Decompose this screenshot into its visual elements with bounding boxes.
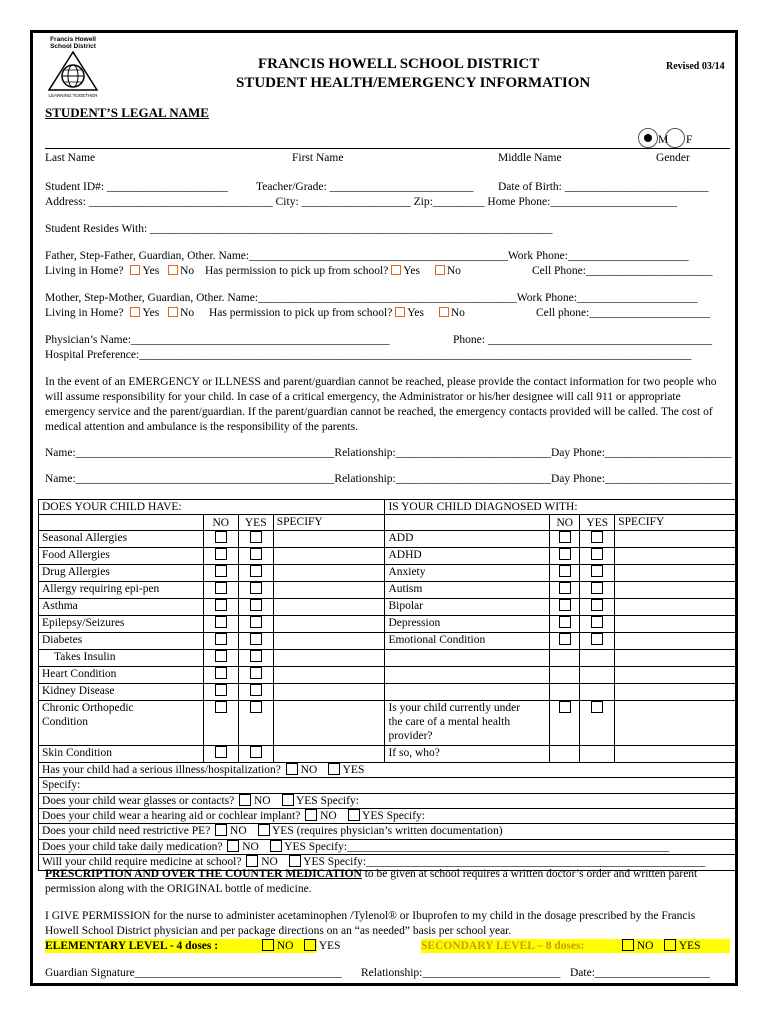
mental-health-cell: Is your child currently under the care of a mental health provider? — [385, 700, 550, 745]
condition-no-checkbox[interactable] — [215, 582, 227, 594]
no-label: No — [180, 307, 195, 319]
elementary-label: ELEMENTARY LEVEL — [45, 940, 167, 952]
question-no-checkbox[interactable] — [227, 840, 239, 852]
diagnosis-label: ADHD — [385, 547, 550, 564]
gender-m-label: M — [658, 134, 669, 146]
resides-with-field[interactable]: Student Resides With: ______________________________________________________________________ — [45, 223, 553, 235]
if-so-who-label: If so, who? — [385, 745, 550, 762]
specify-cell — [273, 615, 385, 632]
permission-paragraph: I GIVE PERMISSION for the nurse to administer acetaminophen /Tylenol® or Ibuprofen to my child in the dosage prescribed by the Francis Howell School District physician and per package directions on an “as needed” basis per school year. — [45, 910, 696, 937]
mother-pickup-no-checkbox[interactable] — [439, 307, 449, 317]
condition-label: Epilepsy/Seizures — [39, 615, 204, 632]
physician-phone-field[interactable]: Phone: _______________________________________ — [453, 334, 713, 346]
question-no-checkbox[interactable] — [286, 763, 298, 775]
skin-no-checkbox[interactable] — [215, 746, 227, 758]
mental-no-checkbox[interactable] — [559, 701, 571, 713]
student-section-title: STUDENT’S LEGAL NAME — [45, 105, 209, 120]
specify-cell — [273, 632, 385, 649]
father-cell-field[interactable]: Cell Phone:______________________ — [532, 265, 713, 277]
col-yes: YES — [238, 515, 273, 530]
elementary-options: NO YES — [262, 939, 341, 953]
living-label: Living in Home? — [45, 265, 124, 277]
condition-label: Drug Allergies — [39, 564, 204, 581]
physician-name-field[interactable]: Physician’s Name:_____________________________________________ — [45, 334, 390, 346]
medication-paragraph — [45, 867, 730, 897]
specify-cell — [615, 615, 738, 632]
revised-date: Revised 03/14 — [666, 61, 725, 72]
emergency-paragraph: In the event of an EMERGENCY or ILLNESS and parent/guardian cannot be reached, please provide the contact information for two people who will assume responsibility for your child. In case of a critical emergency, the Administrator or his/her designee will call 911 or appropriate emergency service and the parent/guardian. If the parent/guardian cannot be reached, the emergency contacts provided will be called. The cost of medical attention and ambulance is the responsibility of the parents. — [45, 376, 717, 433]
question-row: Does your child need restrictive PE? NO YES (requires physician’s written documentation) — [39, 824, 738, 839]
condition-yes-checkbox[interactable] — [250, 633, 262, 645]
diagnosis-label: Autism — [385, 581, 550, 598]
ortho-cell: Chronic Orthopedic Condition — [39, 700, 204, 745]
diagnosis-label: Anxiety — [385, 564, 550, 581]
condition-no-checkbox[interactable] — [215, 684, 227, 696]
ortho-yes-checkbox[interactable] — [250, 701, 262, 713]
condition-label: Takes Insulin — [39, 649, 204, 666]
mother-living-no-checkbox[interactable] — [168, 307, 178, 317]
right-header: IS YOUR CHILD DIAGNOSED WITH: — [385, 500, 738, 515]
health-row — [39, 530, 738, 547]
form-title: STUDENT HEALTH/EMERGENCY INFORMATION — [236, 75, 591, 91]
yes-label: Yes — [403, 265, 420, 277]
question-text: Does your child wear glasses or contacts? — [42, 794, 235, 807]
guardian-signature-field[interactable]: Guardian Signature____________________________________ — [45, 967, 342, 979]
diagnosis-yes-checkbox[interactable] — [591, 582, 603, 594]
secondary-options: NO YES — [622, 939, 701, 953]
mother-name-field[interactable]: Mother, Step-Mother, Guardian, Other. Name:_____________________________________________Work Phone:_____________________ — [45, 292, 698, 304]
specify-cell — [273, 666, 385, 683]
question-yes-checkbox[interactable] — [270, 840, 282, 852]
diagnosis-no-checkbox[interactable] — [559, 548, 571, 560]
diagnosis-no-checkbox[interactable] — [559, 616, 571, 628]
yes-label: Yes — [407, 307, 424, 319]
left-header: DOES YOUR CHILD HAVE: — [39, 500, 385, 515]
diagnosis-no-checkbox[interactable] — [559, 633, 571, 645]
yes-label: Yes — [142, 307, 160, 319]
middle-name-label: Middle Name — [498, 152, 562, 164]
condition-label: Diabetes — [39, 632, 204, 649]
condition-no-checkbox[interactable] — [215, 565, 227, 577]
student-id-field[interactable]: Student ID#: _____________________ — [45, 181, 228, 193]
teacher-grade-field[interactable]: Teacher/Grade: _________________________ — [256, 181, 474, 193]
question-row: Does your child take daily medication? NO YES Specify:________________________________________________________ — [39, 839, 738, 854]
question-text: Does your child wear a hearing aid or cochlear implant? — [42, 809, 301, 822]
condition-yes-checkbox[interactable] — [250, 599, 262, 611]
diagnosis-label: Depression — [385, 615, 550, 632]
diagnosis-label: ADD — [385, 530, 550, 547]
specify-cell — [273, 649, 385, 666]
district-title: FRANCIS HOWELL SCHOOL DISTRICT — [258, 56, 540, 72]
skin-yes-checkbox[interactable] — [250, 746, 262, 758]
specify-cell — [615, 598, 738, 615]
diagnosis-label — [385, 666, 550, 683]
question-text: Does your child take daily medication? — [42, 840, 223, 853]
col-specify: SPECIFY — [273, 515, 385, 530]
condition-label: Food Allergies — [39, 547, 204, 564]
health-row — [39, 581, 738, 598]
condition-yes-checkbox[interactable] — [250, 548, 262, 560]
question-row: Will your child require medicine at school? NO YES Specify:___________________________________________________________ — [39, 855, 738, 870]
father-pickup-no-checkbox[interactable] — [435, 265, 445, 275]
question-yes-checkbox[interactable] — [282, 794, 294, 806]
no-label: No — [180, 265, 195, 277]
secondary-no-checkbox[interactable] — [622, 939, 634, 951]
condition-no-checkbox[interactable] — [215, 548, 227, 560]
diagnosis-label — [385, 649, 550, 666]
specify-cell — [615, 683, 738, 700]
father-living-yes-checkbox[interactable] — [130, 265, 140, 275]
condition-yes-checkbox[interactable] — [250, 531, 262, 543]
specify-cell — [273, 530, 385, 547]
diagnosis-yes-checkbox[interactable] — [591, 616, 603, 628]
first-name-label: First Name — [292, 152, 344, 164]
condition-label: Allergy requiring epi-pen — [39, 581, 204, 598]
skin-condition-label: Skin Condition — [39, 745, 204, 762]
globe-triangle-icon — [47, 50, 99, 94]
mother-living-row — [45, 306, 465, 320]
logo-text: Francis Howell School District — [50, 36, 96, 50]
condition-no-checkbox[interactable] — [215, 667, 227, 679]
mother-pickup-yes-checkbox[interactable] — [395, 307, 405, 317]
condition-label: Kidney Disease — [39, 683, 204, 700]
health-row — [39, 615, 738, 632]
mother-cell-field[interactable]: Cell phone:_____________________ — [536, 307, 711, 319]
condition-label: Heart Condition — [39, 666, 204, 683]
district-logo — [47, 36, 99, 100]
condition-no-checkbox[interactable] — [215, 531, 227, 543]
address-field[interactable]: Address: ________________________________ City: ___________________ Zip:_________ Home Phone:______________________ — [45, 196, 677, 208]
specify-cell — [273, 547, 385, 564]
question-yes-checkbox[interactable] — [289, 855, 301, 867]
no-label: No — [450, 307, 465, 319]
elementary-doses: - 4 doses : — [166, 940, 219, 952]
elementary-no-checkbox[interactable] — [262, 939, 274, 951]
diagnosis-yes-checkbox[interactable] — [591, 599, 603, 611]
father-living-row — [45, 264, 461, 278]
diagnosis-yes-checkbox[interactable] — [591, 633, 603, 645]
ortho-no-checkbox[interactable] — [215, 701, 227, 713]
specify-cell — [615, 564, 738, 581]
specify-cell — [615, 530, 738, 547]
question-no-checkbox[interactable] — [305, 809, 317, 821]
date-field[interactable]: Date:____________________ — [570, 967, 710, 979]
permission-label: Has permission to pick up from school? — [209, 307, 393, 319]
dob-field[interactable]: Date of Birth: _________________________ — [498, 181, 709, 193]
living-label: Living in Home? — [45, 307, 124, 319]
diagnosis-no-checkbox[interactable] — [559, 582, 571, 594]
specify-cell — [273, 581, 385, 598]
col-no: NO — [550, 515, 580, 530]
father-name-field[interactable]: Father, Step-Father, Guardian, Other. Name:_____________________________________________Work Phone:_____________________ — [45, 250, 689, 262]
last-name-label: Last Name — [45, 152, 96, 164]
condition-yes-checkbox[interactable] — [250, 565, 262, 577]
condition-yes-checkbox[interactable] — [250, 667, 262, 679]
question-row: Has your child had a serious illness/hospitalization? NO YES — [39, 762, 738, 777]
secondary-label: SECONDARY LEVEL — [421, 940, 535, 952]
condition-yes-checkbox[interactable] — [250, 616, 262, 628]
health-row — [39, 564, 738, 581]
question-yes-checkbox[interactable] — [258, 824, 270, 836]
condition-no-checkbox[interactable] — [215, 599, 227, 611]
diagnosis-label: Emotional Condition — [385, 632, 550, 649]
mother-living-yes-checkbox[interactable] — [130, 307, 140, 317]
question-yes-checkbox[interactable] — [348, 809, 360, 821]
question-row — [39, 778, 738, 793]
specify-cell — [615, 666, 738, 683]
name-line — [45, 148, 730, 149]
specify-cell — [615, 632, 738, 649]
elementary-yes-checkbox[interactable] — [304, 939, 316, 951]
health-row — [39, 666, 738, 683]
diagnosis-label: Bipolar — [385, 598, 550, 615]
col-no: NO — [203, 515, 238, 530]
health-row — [39, 632, 738, 649]
diagnosis-no-checkbox[interactable] — [559, 599, 571, 611]
condition-label: Seasonal Allergies — [39, 530, 204, 547]
gender-label: Gender — [656, 152, 690, 164]
question-row: Does your child wear glasses or contacts? NO YES Specify: — [39, 793, 738, 808]
condition-no-checkbox[interactable] — [215, 650, 227, 662]
condition-yes-checkbox[interactable] — [250, 650, 262, 662]
specify-cell — [615, 649, 738, 666]
diagnosis-yes-checkbox[interactable] — [591, 531, 603, 543]
question-text: Will your child require medicine at school? — [42, 856, 242, 869]
question-yes-checkbox[interactable] — [328, 763, 340, 775]
mental-yes-checkbox[interactable] — [591, 701, 603, 713]
secondary-doses: – 8 doses: — [534, 940, 585, 952]
no-label: No — [446, 265, 461, 277]
gender-m-radio[interactable] — [638, 128, 658, 148]
question-text: Does your child need restrictive PE? — [42, 825, 211, 838]
medication-heading: PRESCRIPTION AND OVER THE COUNTER MEDICATION — [45, 868, 362, 880]
medication-text: to be given at school requires a written doctor’s order and written parent permission along with the ORIGINAL bottle of medicine. — [45, 868, 698, 895]
question-no-checkbox[interactable] — [239, 794, 251, 806]
permission-label: Has permission to pick up from school? — [205, 265, 389, 277]
diagnosis-yes-checkbox[interactable] — [591, 565, 603, 577]
yes-label: Yes — [142, 265, 160, 277]
health-row — [39, 598, 738, 615]
health-row — [39, 649, 738, 666]
question-no-checkbox[interactable] — [246, 855, 258, 867]
secondary-yes-checkbox[interactable] — [664, 939, 676, 951]
condition-no-checkbox[interactable] — [215, 616, 227, 628]
father-living-no-checkbox[interactable] — [168, 265, 178, 275]
health-row — [39, 547, 738, 564]
diagnosis-no-checkbox[interactable] — [559, 531, 571, 543]
specify-cell — [273, 598, 385, 615]
col-yes: YES — [580, 515, 615, 530]
gender-f-label: F — [686, 134, 693, 146]
specify-cell — [615, 581, 738, 598]
health-table — [38, 499, 738, 871]
hospital-field[interactable]: Hospital Preference:________________________________________________________________________________________________ — [45, 349, 692, 361]
question-text: Has your child had a serious illness/hospitalization? — [42, 763, 281, 776]
specify-cell — [273, 683, 385, 700]
logo-motto: LEARNING TOGETHER — [48, 93, 98, 98]
question-text: Specify: — [42, 779, 81, 792]
condition-no-checkbox[interactable] — [215, 633, 227, 645]
diagnosis-no-checkbox[interactable] — [559, 565, 571, 577]
health-row — [39, 683, 738, 700]
condition-yes-checkbox[interactable] — [250, 582, 262, 594]
condition-label: Asthma — [39, 598, 204, 615]
diagnosis-yes-checkbox[interactable] — [591, 548, 603, 560]
question-no-checkbox[interactable] — [215, 824, 227, 836]
father-pickup-yes-checkbox[interactable] — [391, 265, 401, 275]
condition-yes-checkbox[interactable] — [250, 684, 262, 696]
relationship-field[interactable]: Relationship:________________________ — [361, 967, 561, 979]
col-specify: SPECIFY — [615, 515, 738, 530]
question-row: Does your child wear a hearing aid or cochlear implant? NO YES Specify: — [39, 808, 738, 823]
specify-cell — [615, 547, 738, 564]
diagnosis-label — [385, 683, 550, 700]
emergency-contact-1[interactable]: Name:_____________________________________________Relationship:___________________________Day Phone:______________________ — [45, 447, 732, 459]
specify-cell — [273, 564, 385, 581]
emergency-contact-2[interactable]: Name:_____________________________________________Relationship:___________________________Day Phone:______________________ — [45, 473, 732, 485]
